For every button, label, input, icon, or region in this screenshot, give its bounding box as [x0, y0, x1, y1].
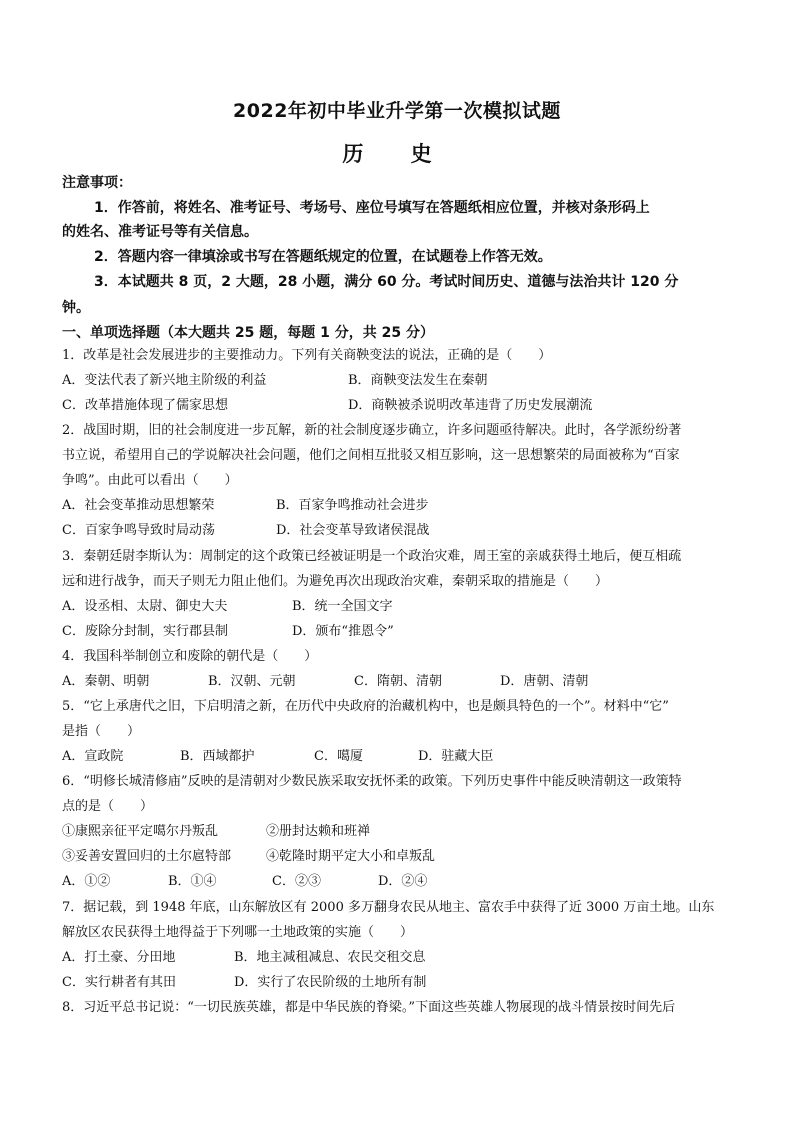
q7-option-d: D．实行了农民阶级的土地所有制: [234, 975, 427, 990]
q3-stem-line-1: 3．秦朝廷尉李斯认为：周制定的这个政策已经被证明是一个政治灾难，周王室的亲戚获得土地后，便互相疏: [62, 549, 682, 564]
note-3-line-2: 钟。: [62, 300, 90, 316]
q7-option-c: C．实行耕者有其田: [62, 975, 176, 990]
q2-option-d: D．社会变革导致诸侯混战: [276, 523, 430, 538]
q3-option-d: D．颁布“推恩令”: [292, 624, 394, 639]
q3-option-b: B．统一全国文字: [292, 599, 393, 614]
subject-title: 历 史: [342, 142, 452, 166]
q5-option-a: A．宣政院: [62, 749, 124, 764]
q2-stem-line-1: 2．战国时期，旧的社会制度进一步瓦解，新的社会制度逐步确立，许多问题亟待解决。此时，各学派纷纷著: [62, 423, 682, 438]
q4-option-d: D．唐朝、清朝: [500, 674, 589, 689]
q4-option-c: C．隋朝、清朝: [354, 674, 442, 689]
q5-option-d: D．驻藏大臣: [418, 749, 494, 764]
q4-stem: 4．我国科举制创立和废除的朝代是（ ）: [62, 649, 318, 664]
q6-option-c: C．②③: [272, 874, 321, 889]
q1-option-b: B．商鞅变法发生在秦朝: [348, 373, 488, 388]
note-2: 2．答题内容一律填涂或书写在答题纸规定的位置，在试题卷上作答无效。: [94, 249, 552, 265]
q8-stem-line-1: 8．习近平总书记说：“一切民族英雄，都是中华民族的脊梁。”下面这些英雄人物展现的战斗情景按时间先后: [62, 1000, 676, 1015]
q1-option-c: C．改革措施体现了儒家思想: [62, 398, 228, 413]
q7-stem-line-2: 解放区农民获得土地得益于下列哪一土地政策的实施（ ）: [62, 925, 414, 940]
q2-stem-line-3: 争鸣”。由此可以看出（ ）: [62, 473, 238, 488]
q2-option-b: B．百家争鸣推动社会进步: [276, 498, 429, 513]
q6-option-a: A．①②: [62, 874, 111, 889]
q6-option-d: D．②④: [378, 874, 428, 889]
section-1-heading: 一、单项选择题（本大题共 25 题，每题 1 分，共 25 分）: [62, 325, 434, 341]
q6-item-2: ②册封达赖和班禅: [266, 824, 371, 839]
exam-title: 2022年初中毕业升学第一次模拟试题: [233, 100, 561, 122]
q6-item-4: ④乾隆时期平定大小和卓叛乱: [266, 849, 436, 864]
q1-option-a: A．变法代表了新兴地主阶级的利益: [62, 373, 267, 388]
q3-option-c: C．废除分封制，实行郡县制: [62, 624, 228, 639]
q2-stem-line-2: 书立说，希望用自己的学说解决社会问题，他们之间相互批驳又相互影响，这一思想繁荣的局面被称为“百家: [62, 448, 680, 463]
q1-option-d: D．商鞅被杀说明改革违背了历史发展潮流: [348, 398, 593, 413]
q6-stem-line-1: 6．“明修长城清修庙”反映的是清朝对少数民族采取安抚怀柔的政策。下列历史事件中能反映清朝这一政策特: [62, 774, 682, 789]
q7-option-a: A．打土豪、分田地: [62, 950, 176, 965]
q2-option-c: C．百家争鸣导致时局动荡: [62, 523, 215, 538]
note-1-line-1: 1．作答前，将姓名、准考证号、考场号、座位号填写在答题纸相应位置，并核对条形码上: [94, 200, 650, 216]
q5-stem-line-2: 是指（ ）: [62, 724, 141, 739]
q5-option-b: B．西域都护: [180, 749, 255, 764]
q3-stem-line-2: 远和进行战争，而天子则无力阻止他们。为避免再次出现政治灾难，秦朝采取的措施是（ ）: [62, 574, 609, 589]
note-1-line-2: 的姓名、准考证号等有关信息。: [62, 224, 258, 240]
q5-option-c: C．噶厦: [314, 749, 363, 764]
q4-option-a: A．秦朝、明朝: [62, 674, 150, 689]
q5-stem-line-1: 5．“它上承唐代之旧，下启明清之新，在历代中央政府的治藏机构中，也是颇具特色的一个”。材料中“它”: [62, 699, 669, 714]
q7-option-b: B．地主减租减息、农民交租交息: [234, 950, 426, 965]
q1-stem: 1．改革是社会发展进步的主要推动力。下列有关商鞅变法的说法，正确的是（ ）: [62, 348, 552, 363]
note-3-line-1: 3．本试题共 8 页，2 大题，28 小题，满分 60 分。考试时间历史、道德与法治共计 120 分: [94, 274, 679, 290]
q6-stem-line-2: 点的是（ ）: [62, 799, 154, 814]
notes-heading: 注意事项：: [62, 175, 132, 191]
q6-item-3: ③妥善安置回归的土尔扈特部: [62, 849, 232, 864]
q3-option-a: A．设丞相、太尉、御史大夫: [62, 599, 228, 614]
q6-item-1: ①康熙亲征平定噶尔丹叛乱: [62, 824, 219, 839]
q2-option-a: A．社会变革推动思想繁荣: [62, 498, 215, 513]
q6-option-b: B．①④: [168, 874, 217, 889]
q7-stem-line-1: 7．据记载，到 1948 年底，山东解放区有 2000 多万翻身农民从地主、富农手中获得了近 3000 万亩土地。山东: [62, 900, 715, 915]
q4-option-b: B．汉朝、元朝: [208, 674, 296, 689]
